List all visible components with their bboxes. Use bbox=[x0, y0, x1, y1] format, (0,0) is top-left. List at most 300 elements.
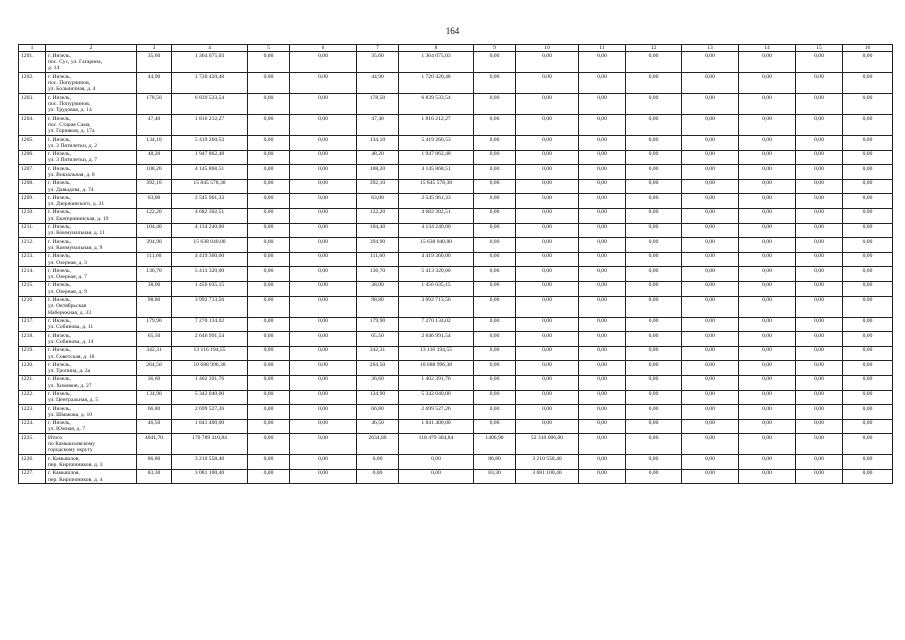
address-line: ул. Собинова, д. 14 bbox=[48, 338, 94, 345]
column-number-7: 7 bbox=[357, 45, 399, 52]
value-cell-col-9: 0,00 bbox=[474, 361, 516, 376]
value-cell-col-13: 0,00 bbox=[682, 375, 739, 390]
value-cell-col-16: 0,00 bbox=[843, 238, 893, 253]
value-cell-col-16: 0,00 bbox=[843, 52, 893, 73]
address-line: ул. Екатерининская, д. 19 bbox=[48, 215, 109, 222]
value-cell-col-13: 0,00 bbox=[682, 165, 739, 180]
value-cell-col-16: 0,00 bbox=[843, 434, 893, 455]
value-cell-col-15: 0,00 bbox=[796, 73, 843, 94]
value-cell-col-16: 0,00 bbox=[843, 267, 893, 282]
value-cell-col-10: 0,00 bbox=[516, 332, 579, 347]
value-cell-col-3: 36,60 bbox=[137, 375, 172, 390]
column-number-row bbox=[19, 45, 893, 52]
row-number: 1205. bbox=[19, 136, 46, 151]
value-cell-col-9: 83,30 bbox=[474, 469, 516, 484]
table-row bbox=[19, 281, 893, 296]
row-number: 1227. bbox=[19, 469, 46, 484]
value-cell-col-11: 0,00 bbox=[579, 252, 626, 267]
value-cell-col-15: 0,00 bbox=[796, 455, 843, 470]
address-line: г. Инзель, bbox=[48, 238, 71, 245]
value-cell-col-16: 0,00 bbox=[843, 419, 893, 434]
value-cell-col-7: 122,20 bbox=[357, 208, 399, 223]
value-cell-col-3: 47,40 bbox=[137, 115, 172, 136]
value-cell-col-15: 0,00 bbox=[796, 252, 843, 267]
address-cell bbox=[46, 267, 137, 282]
address-cell bbox=[46, 469, 137, 484]
value-cell-col-6: 0,00 bbox=[290, 52, 357, 73]
column-number-9: 9 bbox=[474, 45, 516, 52]
address-line: г. Инзель, bbox=[48, 209, 71, 216]
address-line: ул. Больничная, д. 4 bbox=[48, 86, 96, 93]
value-cell-col-6: 0,00 bbox=[290, 346, 357, 361]
value-cell-col-13: 0,00 bbox=[682, 150, 739, 165]
value-cell-col-15: 0,00 bbox=[796, 419, 843, 434]
table-body bbox=[19, 52, 893, 484]
address-cell bbox=[46, 455, 137, 470]
value-cell-col-14: 0,00 bbox=[739, 281, 796, 296]
value-cell-col-7: 134,10 bbox=[357, 136, 399, 151]
value-cell-col-7: 35,60 bbox=[357, 52, 399, 73]
address-cell bbox=[46, 332, 137, 347]
value-cell-col-6: 0,00 bbox=[290, 375, 357, 390]
value-cell-col-10: 0,00 bbox=[516, 94, 579, 115]
value-cell-col-9: 0,00 bbox=[474, 267, 516, 282]
address-line: ул. Коммунальная, д. 11 bbox=[48, 230, 105, 237]
value-cell-col-14: 0,00 bbox=[739, 238, 796, 253]
value-cell-col-5: 0,00 bbox=[248, 469, 290, 484]
address-line: ул. Коммунальная, д. 9 bbox=[48, 244, 103, 251]
value-cell-col-16: 0,00 bbox=[843, 390, 893, 405]
value-cell-col-3: 83,30 bbox=[137, 469, 172, 484]
address-line: г. Инзель, bbox=[48, 115, 71, 122]
address-line: г. Инзель, bbox=[48, 136, 71, 143]
value-cell-col-7: 104,40 bbox=[357, 223, 399, 238]
value-cell-col-10: 0,00 bbox=[516, 375, 579, 390]
address-line: г. Инзель, bbox=[48, 94, 71, 101]
value-cell-col-3: 134,90 bbox=[137, 390, 172, 405]
value-cell-col-10: 0,00 bbox=[516, 179, 579, 194]
value-cell-col-16: 0,00 bbox=[843, 179, 893, 194]
value-cell-col-6: 0,00 bbox=[290, 469, 357, 484]
value-cell-col-5: 0,00 bbox=[248, 267, 290, 282]
value-cell-col-16: 0,00 bbox=[843, 194, 893, 209]
table-row bbox=[19, 94, 893, 115]
column-number-5: 5 bbox=[248, 45, 290, 52]
value-cell-col-4: 7 270 134,02 bbox=[172, 317, 248, 332]
value-cell-col-6: 0,00 bbox=[290, 434, 357, 455]
value-cell-col-14: 0,00 bbox=[739, 52, 796, 73]
value-cell-col-13: 0,00 bbox=[682, 390, 739, 405]
value-cell-col-7: 111,60 bbox=[357, 252, 399, 267]
address-cell bbox=[46, 434, 137, 455]
value-cell-col-6: 0,00 bbox=[290, 455, 357, 470]
value-cell-col-5: 0,00 bbox=[248, 332, 290, 347]
address-line: ул. Октябрьская bbox=[48, 303, 87, 310]
value-cell-col-14: 0,00 bbox=[739, 165, 796, 180]
address-line: ул. Южная, д. 7 bbox=[48, 426, 86, 433]
row-number: 1201. bbox=[19, 52, 46, 73]
value-cell-col-8: 5 342 040,00 bbox=[399, 390, 474, 405]
value-cell-col-4: 10 688 996,38 bbox=[172, 361, 248, 376]
address-line: городскому округу bbox=[48, 447, 93, 454]
value-cell-col-12: 0,00 bbox=[626, 223, 682, 238]
value-cell-col-12: 0,00 bbox=[626, 179, 682, 194]
value-cell-col-11: 0,00 bbox=[579, 136, 626, 151]
value-cell-col-14: 0,00 bbox=[739, 267, 796, 282]
value-cell-col-8: 1 947 862,48 bbox=[399, 150, 474, 165]
value-cell-col-6: 0,00 bbox=[290, 179, 357, 194]
value-cell-col-13: 0,00 bbox=[682, 267, 739, 282]
value-cell-col-13: 0,00 bbox=[682, 296, 739, 317]
value-cell-col-5: 0,00 bbox=[248, 434, 290, 455]
value-cell-col-15: 0,00 bbox=[796, 179, 843, 194]
address-cell bbox=[46, 94, 137, 115]
value-cell-col-6: 0,00 bbox=[290, 223, 357, 238]
value-cell-col-12: 0,00 bbox=[626, 267, 682, 282]
value-cell-col-16: 0,00 bbox=[843, 281, 893, 296]
value-cell-col-6: 0,00 bbox=[290, 361, 357, 376]
value-cell-col-11: 0,00 bbox=[579, 94, 626, 115]
address-line: ул. Дзержинского, д. 31 bbox=[48, 201, 105, 208]
value-cell-col-7: 48,20 bbox=[357, 150, 399, 165]
value-cell-col-11: 0,00 bbox=[579, 346, 626, 361]
value-cell-col-4: 15 638 040,00 bbox=[172, 238, 248, 253]
value-cell-col-5: 0,00 bbox=[248, 115, 290, 136]
value-cell-col-3: 63,00 bbox=[137, 194, 172, 209]
value-cell-col-16: 0,00 bbox=[843, 296, 893, 317]
value-cell-col-5: 0,00 bbox=[248, 73, 290, 94]
address-line: г. Камышлов, bbox=[48, 455, 80, 462]
value-cell-col-7: 65,50 bbox=[357, 332, 399, 347]
value-cell-col-16: 0,00 bbox=[843, 94, 893, 115]
value-cell-col-4: 1 364 075,03 bbox=[172, 52, 248, 73]
value-cell-col-9: 0,00 bbox=[474, 194, 516, 209]
value-cell-col-10: 0,00 bbox=[516, 252, 579, 267]
value-cell-col-13: 0,00 bbox=[682, 419, 739, 434]
value-cell-col-10: 0,00 bbox=[516, 238, 579, 253]
row-number: 1206. bbox=[19, 150, 46, 165]
value-cell-col-10: 3 081 100,40 bbox=[516, 469, 579, 484]
value-cell-col-5: 0,00 bbox=[248, 252, 290, 267]
value-cell-col-3: 392,10 bbox=[137, 179, 172, 194]
value-cell-col-13: 0,00 bbox=[682, 332, 739, 347]
value-cell-col-12: 0,00 bbox=[626, 94, 682, 115]
value-cell-col-11: 0,00 bbox=[579, 296, 626, 317]
value-cell-col-11: 0,00 bbox=[579, 281, 626, 296]
value-cell-col-13: 0,00 bbox=[682, 405, 739, 420]
value-cell-col-16: 0,00 bbox=[843, 455, 893, 470]
value-cell-col-16: 0,00 bbox=[843, 165, 893, 180]
row-number: 1222. bbox=[19, 390, 46, 405]
value-cell-col-10: 0,00 bbox=[516, 52, 579, 73]
value-cell-col-5: 0,00 bbox=[248, 281, 290, 296]
value-cell-col-9: 0,00 bbox=[474, 150, 516, 165]
column-number-3: 3 bbox=[137, 45, 172, 52]
value-cell-col-3: 264,50 bbox=[137, 361, 172, 376]
address-cell bbox=[46, 52, 137, 73]
address-line: г. Инзель, bbox=[48, 165, 71, 172]
value-cell-col-12: 0,00 bbox=[626, 361, 682, 376]
value-cell-col-8: 1 841 400,00 bbox=[399, 419, 474, 434]
address-line: г. Инзель, bbox=[48, 194, 71, 201]
value-cell-col-16: 0,00 bbox=[843, 317, 893, 332]
table-row bbox=[19, 390, 893, 405]
table-row bbox=[19, 238, 893, 253]
row-number: 1214. bbox=[19, 267, 46, 282]
value-cell-col-15: 0,00 bbox=[796, 238, 843, 253]
value-cell-col-12: 0,00 bbox=[626, 208, 682, 223]
value-cell-col-4: 170 789 310,84 bbox=[172, 434, 248, 455]
value-cell-col-10: 0,00 bbox=[516, 281, 579, 296]
value-cell-col-7: 2634,80 bbox=[357, 434, 399, 455]
value-cell-col-16: 0,00 bbox=[843, 73, 893, 94]
row-number: 1213. bbox=[19, 252, 46, 267]
address-line: г. Инзель, bbox=[48, 151, 71, 158]
value-cell-col-12: 0,00 bbox=[626, 469, 682, 484]
value-cell-col-15: 0,00 bbox=[796, 136, 843, 151]
value-cell-col-7: 44,90 bbox=[357, 73, 399, 94]
address-line: ул. Советская, д. 18 bbox=[48, 353, 95, 360]
value-cell-col-7: 179,90 bbox=[357, 317, 399, 332]
address-line: Набережная, д. 33 bbox=[48, 309, 92, 316]
value-cell-col-14: 0,00 bbox=[739, 434, 796, 455]
value-cell-col-7: 38,00 bbox=[357, 281, 399, 296]
value-cell-col-9: 1406,90 bbox=[474, 434, 516, 455]
address-cell bbox=[46, 281, 137, 296]
value-cell-col-5: 0,00 bbox=[248, 150, 290, 165]
address-line: Итого bbox=[48, 434, 63, 441]
column-number-10: 10 bbox=[516, 45, 579, 52]
address-cell bbox=[46, 252, 137, 267]
value-cell-col-14: 0,00 bbox=[739, 419, 796, 434]
value-cell-col-7: 394,90 bbox=[357, 238, 399, 253]
value-cell-col-16: 0,00 bbox=[843, 361, 893, 376]
value-cell-col-16: 0,00 bbox=[843, 346, 893, 361]
table-row bbox=[19, 252, 893, 267]
value-cell-col-4: 4 134 240,00 bbox=[172, 223, 248, 238]
table-row bbox=[19, 434, 893, 455]
value-cell-col-6: 0,00 bbox=[290, 390, 357, 405]
value-cell-col-15: 0,00 bbox=[796, 332, 843, 347]
value-cell-col-13: 0,00 bbox=[682, 194, 739, 209]
row-number: 1210. bbox=[19, 208, 46, 223]
table-row bbox=[19, 73, 893, 94]
table-row bbox=[19, 179, 893, 194]
value-cell-col-13: 0,00 bbox=[682, 223, 739, 238]
value-cell-col-9: 0,00 bbox=[474, 165, 516, 180]
value-cell-col-4: 1 720 420,48 bbox=[172, 73, 248, 94]
value-cell-col-4: 1 402 391,76 bbox=[172, 375, 248, 390]
table-row bbox=[19, 136, 893, 151]
address-cell bbox=[46, 375, 137, 390]
address-line: г. Инзель, bbox=[48, 73, 71, 80]
address-line: г. Инзель, bbox=[48, 347, 71, 354]
value-cell-col-8: 2 545 961,33 bbox=[399, 194, 474, 209]
value-cell-col-13: 0,00 bbox=[682, 469, 739, 484]
value-cell-col-15: 0,00 bbox=[796, 346, 843, 361]
address-line: г. Инзель, bbox=[48, 253, 71, 260]
value-cell-col-5: 0,00 bbox=[248, 455, 290, 470]
value-cell-col-4: 4 682 302,51 bbox=[172, 208, 248, 223]
value-cell-col-16: 0,00 bbox=[843, 375, 893, 390]
column-number-6: 6 bbox=[290, 45, 357, 52]
address-line: г. Инзель, bbox=[48, 376, 71, 383]
register-table bbox=[18, 44, 893, 484]
address-cell bbox=[46, 361, 137, 376]
value-cell-col-13: 0,00 bbox=[682, 115, 739, 136]
value-cell-col-9: 0,00 bbox=[474, 238, 516, 253]
address-line: г. Инзель, bbox=[48, 224, 71, 231]
value-cell-col-3: 179,90 bbox=[137, 317, 172, 332]
value-cell-col-8: 5 413 320,00 bbox=[399, 267, 474, 282]
value-cell-col-3: 122,20 bbox=[137, 208, 172, 223]
value-cell-col-3: 104,40 bbox=[137, 223, 172, 238]
value-cell-col-8: 4 134 240,00 bbox=[399, 223, 474, 238]
value-cell-col-8: 15 845 578,38 bbox=[399, 179, 474, 194]
value-cell-col-9: 0,00 bbox=[474, 73, 516, 94]
page-number: 164 bbox=[445, 26, 460, 36]
address-line: пос. Попурчинов, bbox=[48, 79, 91, 86]
address-line: г. Инзель, bbox=[48, 267, 71, 274]
column-number-11: 11 bbox=[579, 45, 626, 52]
value-cell-col-14: 0,00 bbox=[739, 296, 796, 317]
address-cell bbox=[46, 419, 137, 434]
value-cell-col-5: 0,00 bbox=[248, 296, 290, 317]
value-cell-col-14: 0,00 bbox=[739, 94, 796, 115]
value-cell-col-10: 0,00 bbox=[516, 296, 579, 317]
row-number: 1223. bbox=[19, 405, 46, 420]
value-cell-col-9: 0,00 bbox=[474, 296, 516, 317]
value-cell-col-6: 0,00 bbox=[290, 94, 357, 115]
value-cell-col-6: 0,00 bbox=[290, 281, 357, 296]
value-cell-col-9: 0,00 bbox=[474, 317, 516, 332]
value-cell-col-13: 0,00 bbox=[682, 208, 739, 223]
value-cell-col-8: 4 145 868,51 bbox=[399, 165, 474, 180]
value-cell-col-14: 0,00 bbox=[739, 332, 796, 347]
value-cell-col-11: 0,00 bbox=[579, 238, 626, 253]
value-cell-col-12: 0,00 bbox=[626, 150, 682, 165]
value-cell-col-15: 0,00 bbox=[796, 115, 843, 136]
value-cell-col-5: 0,00 bbox=[248, 317, 290, 332]
value-cell-col-10: 0,00 bbox=[516, 136, 579, 151]
value-cell-col-6: 0,00 bbox=[290, 332, 357, 347]
row-number: 1202. bbox=[19, 73, 46, 94]
row-number: 1226. bbox=[19, 455, 46, 470]
value-cell-col-5: 0,00 bbox=[248, 94, 290, 115]
value-cell-col-16: 0,00 bbox=[843, 332, 893, 347]
table-row bbox=[19, 223, 893, 238]
value-cell-col-12: 0,00 bbox=[626, 405, 682, 420]
value-cell-col-11: 0,00 bbox=[579, 194, 626, 209]
value-cell-col-3: 65,50 bbox=[137, 332, 172, 347]
value-cell-col-13: 0,00 bbox=[682, 179, 739, 194]
value-cell-col-5: 0,00 bbox=[248, 194, 290, 209]
value-cell-col-15: 0,00 bbox=[796, 296, 843, 317]
value-cell-col-9: 0,00 bbox=[474, 223, 516, 238]
value-cell-col-9: 0,00 bbox=[474, 281, 516, 296]
value-cell-col-4: 15 845 578,38 bbox=[172, 179, 248, 194]
column-number-2: 2 bbox=[46, 45, 137, 52]
table-row bbox=[19, 150, 893, 165]
value-cell-col-3: 394,90 bbox=[137, 238, 172, 253]
value-cell-col-5: 0,00 bbox=[248, 238, 290, 253]
address-line: пос. Старая Сама, bbox=[48, 121, 91, 128]
value-cell-col-15: 0,00 bbox=[796, 281, 843, 296]
value-cell-col-9: 0,00 bbox=[474, 136, 516, 151]
value-cell-col-13: 0,00 bbox=[682, 73, 739, 94]
value-cell-col-8: 4 682 302,51 bbox=[399, 208, 474, 223]
value-cell-col-11: 0,00 bbox=[579, 179, 626, 194]
value-cell-col-8: 13 116 194,55 bbox=[399, 346, 474, 361]
value-cell-col-12: 0,00 bbox=[626, 296, 682, 317]
value-cell-col-7: 136,70 bbox=[357, 267, 399, 282]
value-cell-col-15: 0,00 bbox=[796, 405, 843, 420]
address-line: ул. Тропина, д. 2а bbox=[48, 368, 91, 375]
value-cell-col-6: 0,00 bbox=[290, 296, 357, 317]
value-cell-col-16: 0,00 bbox=[843, 208, 893, 223]
value-cell-col-10: 0,00 bbox=[516, 361, 579, 376]
value-cell-col-12: 0,00 bbox=[626, 346, 682, 361]
address-line: ул. 3 Пятилетки, д. 2 bbox=[48, 142, 98, 149]
value-cell-col-14: 0,00 bbox=[739, 455, 796, 470]
value-cell-col-15: 0,00 bbox=[796, 150, 843, 165]
table-row bbox=[19, 267, 893, 282]
value-cell-col-7: 47,40 bbox=[357, 115, 399, 136]
value-cell-col-12: 0,00 bbox=[626, 194, 682, 209]
value-cell-col-16: 0,00 bbox=[843, 223, 893, 238]
value-cell-col-13: 0,00 bbox=[682, 434, 739, 455]
value-cell-col-3: 86,80 bbox=[137, 455, 172, 470]
value-cell-col-7: 46,50 bbox=[357, 419, 399, 434]
value-cell-col-8: 3 992 713,56 bbox=[399, 296, 474, 317]
value-cell-col-5: 0,00 bbox=[248, 419, 290, 434]
value-cell-col-4: 3 081 100,40 bbox=[172, 469, 248, 484]
value-cell-col-15: 0,00 bbox=[796, 223, 843, 238]
value-cell-col-14: 0,00 bbox=[739, 194, 796, 209]
address-cell bbox=[46, 346, 137, 361]
table-row bbox=[19, 419, 893, 434]
value-cell-col-4: 13 116 194,55 bbox=[172, 346, 248, 361]
value-cell-col-4: 5 342 040,00 bbox=[172, 390, 248, 405]
value-cell-col-14: 0,00 bbox=[739, 252, 796, 267]
value-cell-col-13: 0,00 bbox=[682, 238, 739, 253]
value-cell-col-12: 0,00 bbox=[626, 73, 682, 94]
table-row bbox=[19, 405, 893, 420]
value-cell-col-9: 0,00 bbox=[474, 332, 516, 347]
value-cell-col-15: 0,00 bbox=[796, 94, 843, 115]
value-cell-col-10: 0,00 bbox=[516, 165, 579, 180]
value-cell-col-10: 3 210 558,40 bbox=[516, 455, 579, 470]
row-number: 1217. bbox=[19, 317, 46, 332]
value-cell-col-14: 0,00 bbox=[739, 390, 796, 405]
table-row bbox=[19, 52, 893, 73]
value-cell-col-5: 0,00 bbox=[248, 390, 290, 405]
address-line: пос. Сус, ул. Гагарина, bbox=[48, 58, 103, 65]
table-row bbox=[19, 165, 893, 180]
column-number-8: 8 bbox=[399, 45, 474, 52]
value-cell-col-9: 0,00 bbox=[474, 252, 516, 267]
value-cell-col-11: 0,00 bbox=[579, 332, 626, 347]
address-cell bbox=[46, 223, 137, 238]
address-line: г. Инзель, bbox=[48, 361, 71, 368]
value-cell-col-8: 0,00 bbox=[399, 469, 474, 484]
value-cell-col-11: 0,00 bbox=[579, 390, 626, 405]
value-cell-col-3: 136,70 bbox=[137, 267, 172, 282]
address-cell bbox=[46, 73, 137, 94]
value-cell-col-3: 98,80 bbox=[137, 296, 172, 317]
value-cell-col-7: 63,00 bbox=[357, 194, 399, 209]
value-cell-col-11: 0,00 bbox=[579, 434, 626, 455]
